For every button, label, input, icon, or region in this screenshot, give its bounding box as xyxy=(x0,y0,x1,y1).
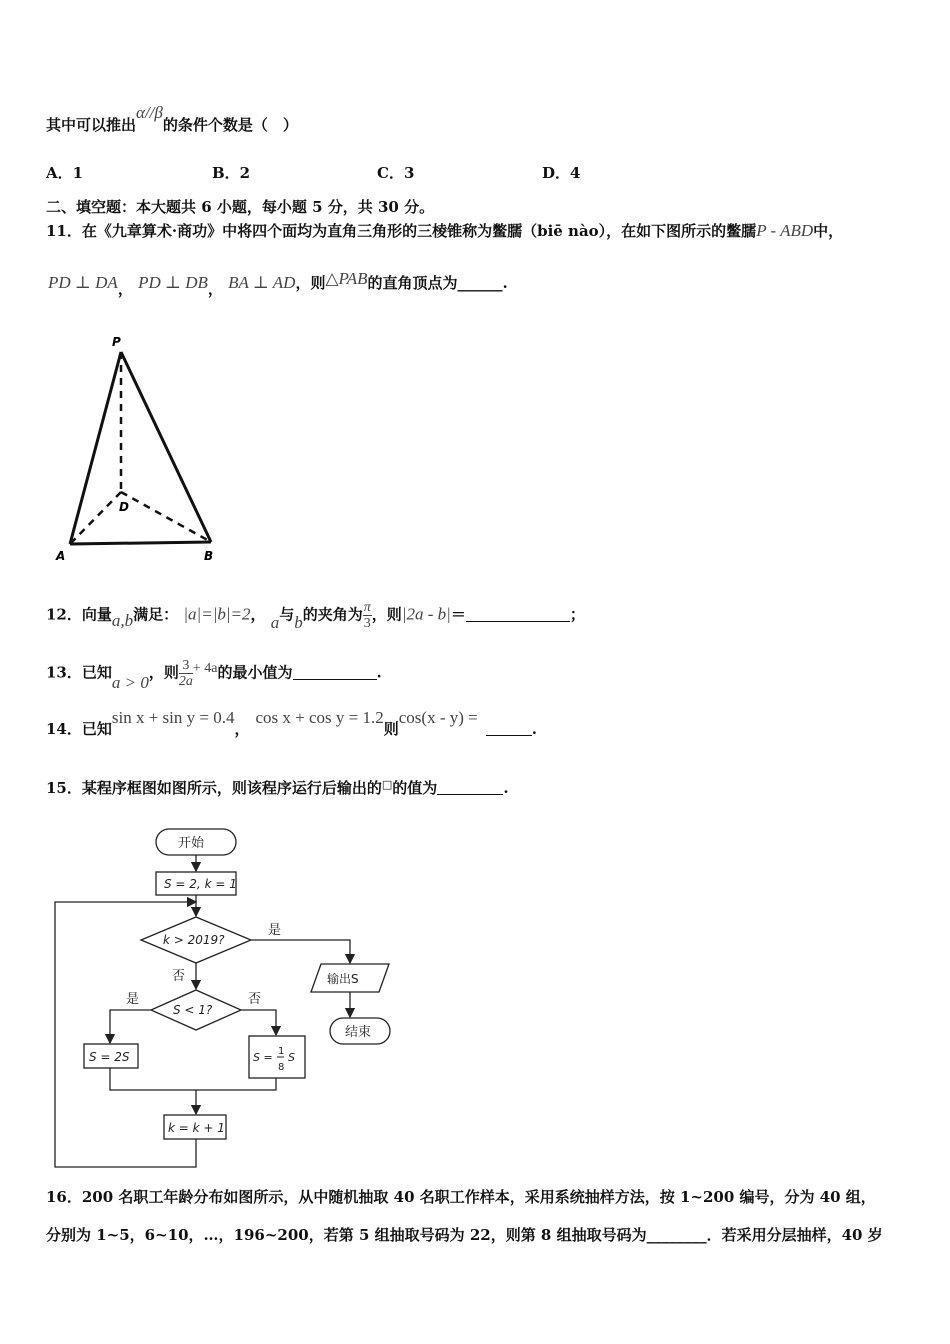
flow-end-label: 结束 xyxy=(345,1025,372,1040)
flow-yes-2: 是 xyxy=(126,992,140,1007)
flow-start-label: 开始 xyxy=(178,836,205,851)
vertex-label-B: B xyxy=(204,549,214,563)
flow-s-eighth-left: S = xyxy=(253,1051,273,1064)
flow-cond-k-label: k > 2019? xyxy=(163,933,225,947)
choice-c[interactable]: C．3 xyxy=(377,164,415,182)
program-flowchart xyxy=(40,822,410,1177)
edge-PA xyxy=(70,352,121,544)
flow-s-double-label: S = 2S xyxy=(89,1050,130,1064)
flow-yes-1: 是 xyxy=(268,923,282,938)
answer-blank-12[interactable] xyxy=(466,607,570,622)
question-16-line-2: 分别为 1~5，6~10，…，196~200，若第 5 组抽取号码为 22，则第 8 组抽取号码为________．若采用分层抽样，40 岁 xyxy=(46,1226,883,1244)
edge-AB xyxy=(70,542,211,544)
choice-d[interactable]: D．4 xyxy=(542,164,581,182)
section-2-title: 二、填空题：本大题共 6 小题，每小题 5 分，共 30 分。 xyxy=(46,198,435,216)
question-13: 13．已知a > 0，则 $\frac{3}{2a}$ + 4a的最小值为 . xyxy=(46,658,382,692)
vertex-label-P: P xyxy=(112,335,121,349)
flow-output-label: 输出S xyxy=(327,972,359,986)
choice-b[interactable]: B．2 xyxy=(212,164,251,182)
pyramid-figure xyxy=(50,330,230,570)
edge-PB xyxy=(121,352,211,542)
vertex-label-D: D xyxy=(119,500,129,514)
question-11-line-2: PD ⊥ DA， PD ⊥ DB， BA ⊥ AD，则△PAB的直角顶点为______. xyxy=(48,269,508,298)
alpha-parallel-beta: α//β xyxy=(136,103,163,122)
flow-cond-s-label: S < 1? xyxy=(173,1003,213,1017)
question-11-line-1: 11．在《九章算术·商功》中将四个面均为直角三角形的三棱锥称为鳖臑（biē nào），在如下图所示的鳖臑P - ABD中， xyxy=(46,221,844,240)
question-16-line-1: 16．200 名职工年龄分布如图所示，从中随机抽取 40 名职工作样本，采用系统抽样方法，按 1~200 编号，分为 40 组， xyxy=(46,1188,876,1206)
flow-s-eighth-den: 8 xyxy=(278,1062,285,1073)
flow-s-eighth-num: 1 xyxy=(278,1046,285,1057)
answer-blank-15[interactable] xyxy=(437,780,503,795)
question-14: 14．已知sin x + sin y = 0.4，cos x + cos y = 1.2则cos(x - y) =. xyxy=(46,708,537,738)
question-12: 12．向量a,b满足： |a|=|b|=2， a与b的夹角为 $\frac{\pi}{3}$ ，则|2a - b|＝ ； xyxy=(46,600,585,632)
flow-s-eighth-right: S xyxy=(288,1051,295,1064)
flow-init-label: S = 2, k = 1 xyxy=(164,877,237,891)
answer-blank-13[interactable] xyxy=(293,665,377,680)
question-10-condition-line: 其中可以推出α//β的条件个数是（ ） xyxy=(46,103,298,134)
flow-no-1: 否 xyxy=(172,969,186,984)
fraction-3-over-2a: $\frac{3}{2a}$ xyxy=(178,658,193,689)
answer-blank-14[interactable] xyxy=(486,721,532,736)
pi-over-3: $\frac{\pi}{3}$ xyxy=(363,600,371,631)
vertex-label-A: A xyxy=(56,549,66,563)
flow-no-2: 否 xyxy=(248,992,262,1007)
flow-k-increment-label: k = k + 1 xyxy=(168,1121,225,1135)
choice-a[interactable]: A．1 xyxy=(46,164,84,182)
question-15: 15．某程序框图如图所示，则该程序运行后输出的□的值为 . xyxy=(46,778,509,797)
